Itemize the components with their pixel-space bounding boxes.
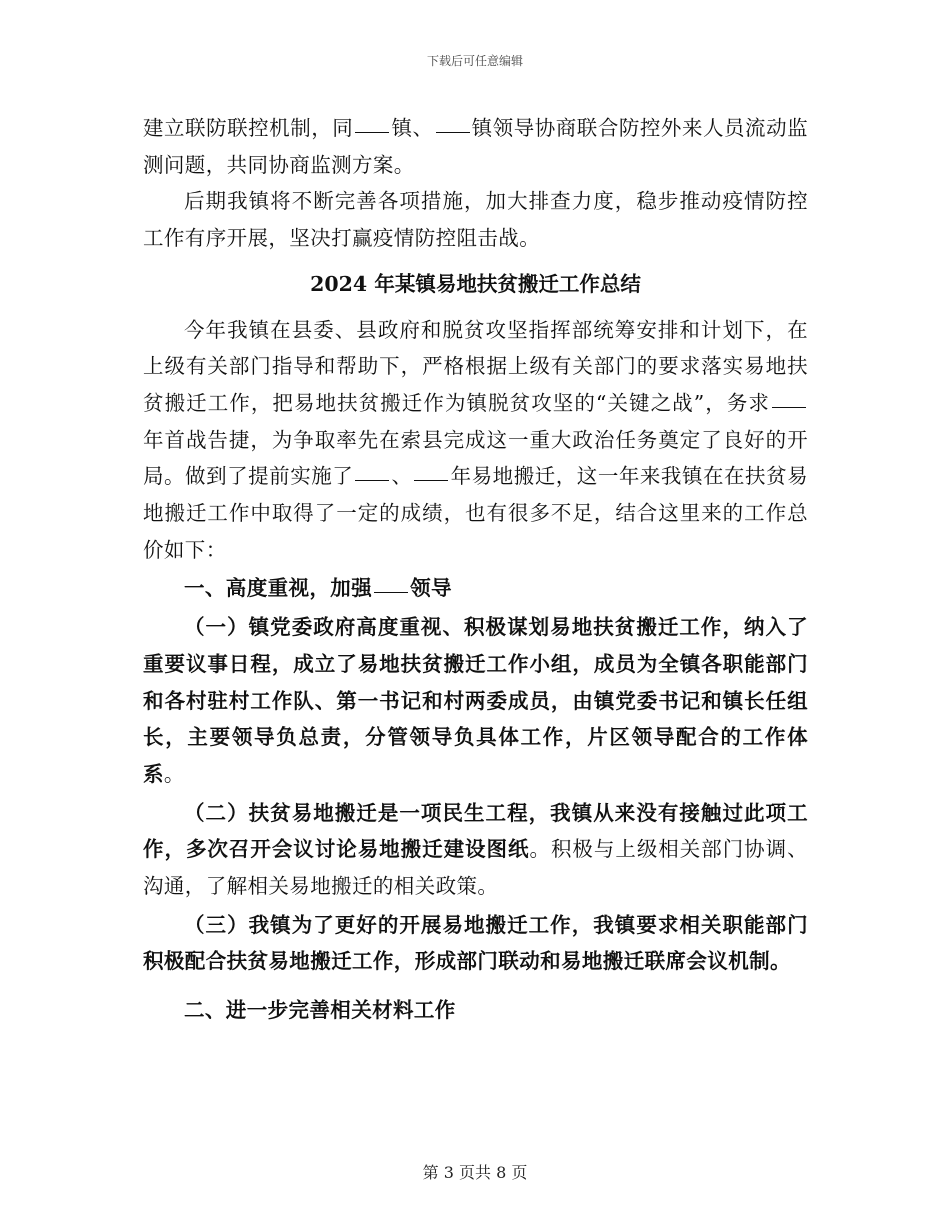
paragraph-subsection-1 <box>143 609 808 793</box>
heading-section-1 <box>143 570 808 607</box>
paragraph-subsection-2 <box>143 795 808 905</box>
fill-in-blank <box>374 591 408 593</box>
fill-in-blank <box>772 406 806 408</box>
paragraph-summary <box>143 312 808 569</box>
document-body <box>143 110 808 1029</box>
text-run: 年首战告捷，为争取率先在索县完成这一重大政治任务奠定了良好的开局。做到了提前实施了 <box>143 427 808 489</box>
text-run-bold: （一）镇党委政府高度重视、积极谋划易地扶贫搬迁工作，纳入了重要议事日程，成立了易地扶贫搬迁工作小组，成员为全镇各职能部门和各村驻村工作队、第一书记和村两委成员，由镇党委书记和镇长任组长，主要领导负总责，分管领导负具体工作，片区领导配合的工作体系 <box>143 615 808 786</box>
fill-in-blank <box>355 131 389 133</box>
text-run: 、 <box>391 464 413 489</box>
paragraph-intro-1 <box>143 110 808 183</box>
page-header: 下载后可任意编辑 <box>426 54 523 68</box>
document-title: 2024 年某镇易地扶贫搬迁工作总结 <box>310 271 641 296</box>
paragraph-subsection-3: （三）我镇为了更好的开展易地搬迁工作，我镇要求相关职能部门积极配合扶贫易地搬迁工作，形成部门联动和易地搬迁联席会议机制。 <box>143 912 808 974</box>
page-footer: 第 3 页共 8 页 <box>422 1163 528 1182</box>
text-run: 镇领导协商联合防控外来人员流动监测问题，共同协商监测方案。 <box>143 116 809 177</box>
fill-in-blank <box>436 131 470 133</box>
text-run: 建立联防联控机制，同 <box>143 116 354 140</box>
fill-in-blank <box>414 479 448 481</box>
paragraph-intro-2: 后期我镇将不断完善各项措施，加大排查力度，稳步推动疫情防控工作有序开展，坚决打赢疫情防控阻击战。 <box>143 189 808 251</box>
text-run: 。积极与上级相关部门协调、沟通，了解相关易地搬迁的相关政策。 <box>143 837 809 899</box>
fill-in-blank <box>355 479 389 481</box>
text-run: 年易地搬迁，这一年来我镇在在扶贫易地搬迁工作中取得了一定的成绩，也有很多不足，结合这里来的工作总价如下： <box>143 464 808 562</box>
text-run: 镇、 <box>391 116 434 140</box>
text-run: 。 <box>163 761 185 786</box>
text-run: 今年我镇在县委、县政府和脱贫攻坚指挥部统筹安排和计划下，在上级有关部门指导和帮助下，严格根据上级有关部门的要求落实易地扶贫搬迁工作，把易地扶贫搬迁作为镇脱贫攻坚的“关键之战”，务求 <box>143 317 808 415</box>
text-run: 领导 <box>410 576 452 601</box>
text-run: 一、高度重视，加强 <box>184 576 373 601</box>
heading-section-2: 二、进一步完善相关材料工作 <box>184 998 456 1023</box>
text-run-bold: （二）扶贫易地搬迁是一项民生工程，我镇从来没有接触过此项工作，多次召开会议讨论易地搬迁建设图纸 <box>143 800 808 862</box>
